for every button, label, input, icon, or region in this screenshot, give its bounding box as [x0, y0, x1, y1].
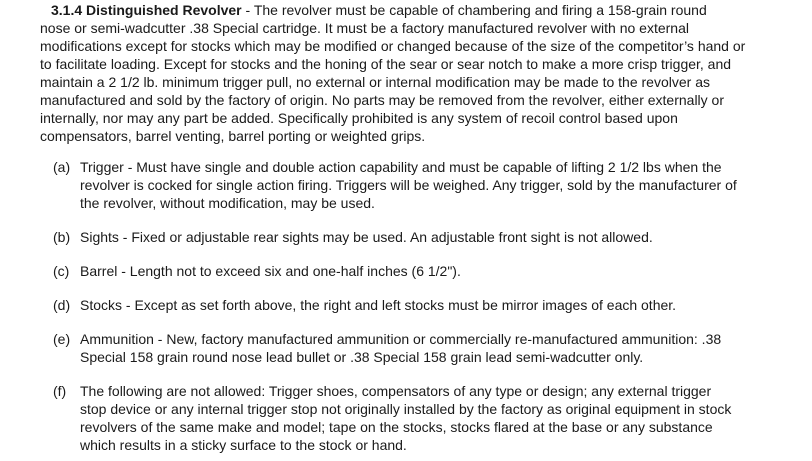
section-intro [40, 1, 810, 145]
item-line: the revolver, without modification, may be used. [80, 195, 375, 211]
item-body [80, 262, 461, 280]
item-body [80, 330, 721, 366]
item-line: The following are not allowed: Trigger shoes, compensators of any type or design; any external trigger [80, 383, 712, 399]
item-label: (a) [53, 159, 71, 175]
item-line: revolver is cocked for single action firing. Triggers will be weighed. Any trigger, sold by the manufacturer of [80, 177, 737, 193]
intro-line: internally, nor may any part be added. Specifically prohibited is any system of recoil control based upon [40, 110, 678, 126]
item-line: Sights - Fixed or adjustable rear sights may be used. An adjustable front sight is not allowed. [80, 229, 653, 245]
item-line: stop device or any internal trigger stop not originally installed by the factory as original equipment in stock [80, 401, 732, 417]
item-line: Trigger - Must have single and double action capability and must be capable of lifting 2 1/2 lbs when the [80, 159, 722, 175]
item-body [80, 228, 653, 246]
item-body [80, 158, 737, 212]
item-line: Stocks - Except as set forth above, the right and left stocks must be mirror images of each other. [80, 297, 677, 313]
item-label: (b) [53, 229, 71, 245]
item-line: Barrel - Length not to exceed six and one-half inches (6 1/2"). [80, 263, 461, 279]
item-line: Special 158 grain round nose lead bullet or .38 Special 158 grain lead semi-wadcutter only. [80, 349, 644, 365]
item-label: (e) [53, 331, 71, 347]
item-body [80, 296, 676, 314]
item-line: which results in a sticky surface to the stock or hand. [80, 437, 407, 453]
item-body [80, 382, 731, 454]
item-line: Ammunition - New, factory manufactured ammunition or commercially re-manufactured ammunition: .38 [80, 331, 722, 347]
intro-line: manufactured and sold by the factory of origin. No parts may be removed from the revolver, either externally or [40, 92, 724, 108]
intro-line: nose or semi-wadcutter .38 Special cartridge. It must be a factory manufactured revolver with no external [40, 20, 689, 36]
item-label: (f) [53, 383, 67, 399]
item-label: (c) [53, 263, 70, 279]
item-line: revolvers of the same make and model; tape on the stocks, stocks flared at the base or any substance [80, 419, 713, 435]
intro-line: maintain a 2 1/2 lb. minimum trigger pull, no external or internal modification may be made to the revolver as [40, 74, 710, 90]
intro-line: compensators, barrel venting, barrel porting or weighted grips. [40, 128, 426, 144]
section-heading: 3.1.4 Distinguished Revolver [51, 2, 242, 18]
item-label: (d) [53, 297, 71, 313]
intro-text: - The revolver must be capable of chambering and firing a 158-grain round [241, 2, 707, 18]
intro-line [40, 1, 810, 19]
intro-line: modifications except for stocks which may be modified or changed because of the size of the competitor’s hand or [40, 38, 746, 54]
intro-line: to facilitate loading. Except for stocks and the honing of the sear or sear notch to make a more crisp trigger, and [40, 56, 732, 72]
